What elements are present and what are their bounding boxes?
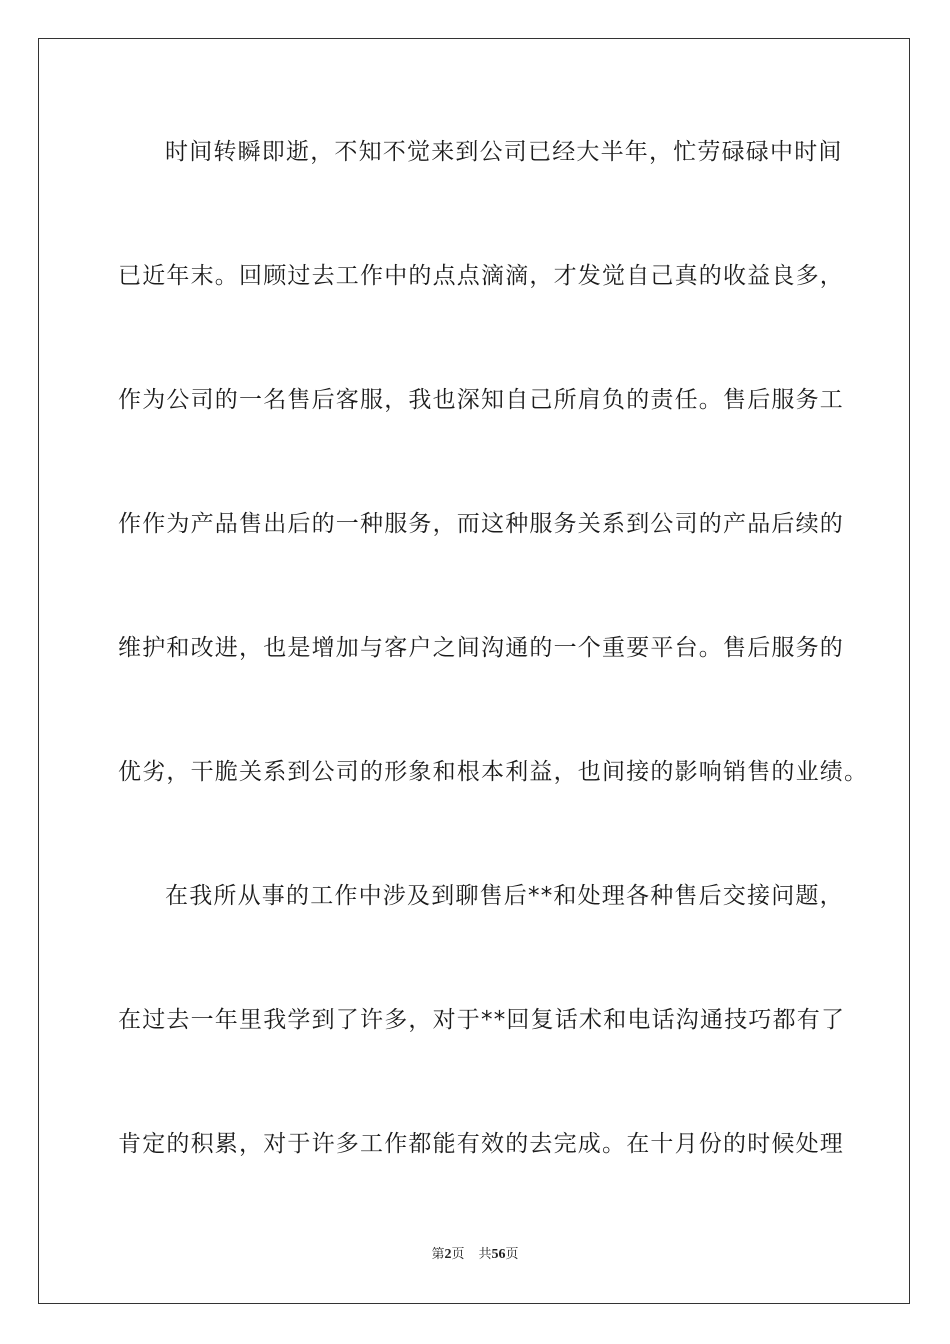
page-border	[38, 38, 910, 1304]
paragraph-1-line-2: 已近年末。回顾过去工作中的点点滴滴，才发觉自己真的收益良多，	[118, 263, 844, 289]
paragraph-2-line-3: 肯定的积累，对于许多工作都能有效的去完成。在十月份的时候处理	[118, 1131, 844, 1157]
paragraph-1-line-1: 时间转瞬即逝，不知不觉来到公司已经大半年，忙劳碌碌中时间	[165, 139, 843, 165]
page-suffix: 页	[451, 1247, 465, 1262]
page-footer	[0, 1246, 950, 1264]
paragraph-2-line-1: 在我所从事的工作中涉及到聊售后**和处理各种售后交接问题，	[165, 883, 844, 909]
paragraph-1-line-6: 优劣，干脆关系到公司的形象和根本利益，也间接的影响销售的业绩。	[118, 759, 869, 785]
paragraph-1-line-4: 作作为产品售出后的一种服务，而这种服务关系到公司的产品后续的	[118, 511, 844, 537]
total-prefix: 共	[478, 1247, 492, 1262]
paragraph-1-line-5: 维护和改进，也是增加与客户之间沟通的一个重要平台。售后服务的	[118, 635, 844, 661]
total-pages: 56	[491, 1247, 506, 1262]
page-prefix: 第	[431, 1247, 445, 1262]
page-number: 2	[444, 1247, 452, 1262]
paragraph-1-line-3: 作为公司的一名售后客服，我也深知自己所肩负的责任。售后服务工	[118, 387, 844, 413]
paragraph-2-line-2: 在过去一年里我学到了许多，对于**回复话术和电话沟通技巧都有了	[118, 1007, 846, 1033]
total-suffix: 页	[505, 1247, 519, 1262]
